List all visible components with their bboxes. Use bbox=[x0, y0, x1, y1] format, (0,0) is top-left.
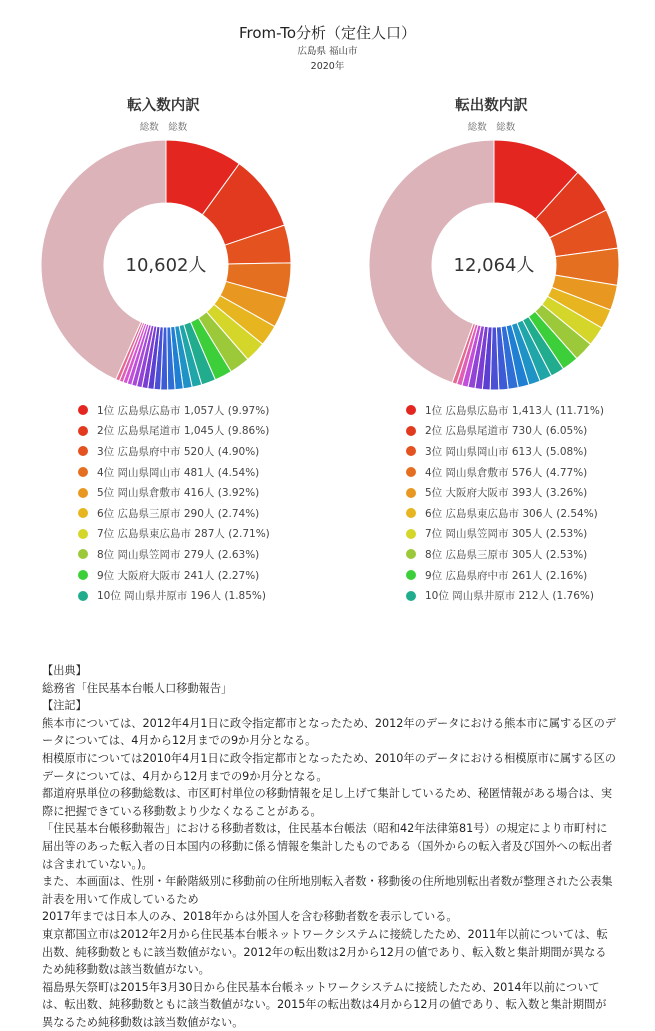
legend-item[interactable] bbox=[406, 503, 646, 524]
donut-center-total: 12,064人 bbox=[453, 255, 535, 276]
legend-item[interactable] bbox=[406, 585, 646, 606]
legend-label: 1位 広島県広島市 1,413人 (11.71%) bbox=[425, 404, 604, 417]
legend-item[interactable] bbox=[78, 565, 318, 586]
legend-swatch bbox=[78, 405, 88, 415]
inflow-legend bbox=[78, 400, 318, 606]
legend-swatch bbox=[406, 426, 416, 436]
legend-swatch bbox=[406, 591, 416, 601]
legend-swatch bbox=[406, 405, 416, 415]
legend-label: 7位 広島県東広島市 287人 (2.71%) bbox=[97, 528, 270, 541]
donut-center-total: 10,602人 bbox=[125, 255, 207, 276]
legend-swatch bbox=[78, 446, 88, 456]
inflow-donut-chart bbox=[40, 139, 292, 391]
legend-item[interactable] bbox=[406, 482, 646, 503]
legend-label: 4位 岡山県岡山市 481人 (4.54%) bbox=[97, 466, 260, 479]
legend-swatch bbox=[78, 508, 88, 518]
legend-item[interactable] bbox=[406, 462, 646, 483]
legend-swatch bbox=[406, 508, 416, 518]
outflow-donut-chart bbox=[368, 139, 620, 391]
legend-swatch bbox=[406, 570, 416, 580]
note-line: 【出典】 bbox=[42, 664, 87, 677]
legend-swatch bbox=[78, 591, 88, 601]
legend-label: 2位 広島県尾道市 730人 (6.05%) bbox=[425, 425, 588, 438]
legend-item[interactable] bbox=[78, 524, 318, 545]
legend-label: 7位 岡山県笠岡市 305人 (2.53%) bbox=[425, 528, 588, 541]
outflow-chart-subtitle: 総数 総数 bbox=[467, 122, 516, 133]
legend-swatch bbox=[406, 549, 416, 559]
legend-swatch bbox=[78, 549, 88, 559]
legend-item[interactable] bbox=[78, 462, 318, 483]
legend-label: 4位 岡山県倉敷市 576人 (4.77%) bbox=[425, 466, 588, 479]
outflow-panel bbox=[328, 92, 655, 632]
legend-item[interactable] bbox=[78, 585, 318, 606]
legend-label: 5位 岡山県倉敷市 416人 (3.92%) bbox=[97, 487, 260, 500]
legend-label: 10位 岡山県井原市 212人 (1.76%) bbox=[425, 590, 594, 603]
page-title: From-To分析（定住人口） bbox=[239, 24, 416, 42]
legend-label: 8位 岡山県笠岡市 279人 (2.63%) bbox=[97, 548, 260, 561]
outflow-chart-title: 転出数内訳 bbox=[455, 98, 528, 114]
legend-label: 6位 広島県三原市 290人 (2.74%) bbox=[97, 507, 260, 520]
legend-item[interactable] bbox=[78, 400, 318, 421]
legend-item[interactable] bbox=[406, 441, 646, 462]
legend-label: 10位 岡山県井原市 196人 (1.85%) bbox=[97, 590, 266, 603]
note-line: 都道府県単位の移動総数は、市区町村単位の移動情報を足し上げて集計しているため、秘匿情報がある場合は、実際に把握できている移動数より少なくなることがある。 bbox=[42, 787, 613, 818]
legend-item[interactable] bbox=[406, 421, 646, 442]
legend-item[interactable] bbox=[78, 482, 318, 503]
notes-section bbox=[42, 662, 617, 1031]
year-label: 2020年 bbox=[310, 61, 345, 72]
legend-label: 3位 岡山県岡山市 613人 (5.08%) bbox=[425, 445, 588, 458]
legend-item[interactable] bbox=[78, 441, 318, 462]
legend-swatch bbox=[78, 529, 88, 539]
legend-item[interactable] bbox=[78, 503, 318, 524]
legend-label: 6位 広島県東広島市 306人 (2.54%) bbox=[425, 507, 598, 520]
legend-label: 1位 広島県広島市 1,057人 (9.97%) bbox=[97, 404, 270, 417]
note-line: また、本画面は、性別・年齢階級別に移動前の住所地別転入者数・移動後の住所地別転出者数が整理された公表集計表を用いて作成しているため bbox=[42, 875, 613, 906]
legend-item[interactable] bbox=[78, 421, 318, 442]
legend-item[interactable] bbox=[78, 544, 318, 565]
note-line: 「住民基本台帳移動報告」における移動者数は，住民基本台帳法（昭和42年法律第81号）の規定により市町村に届出等のあった転入者の日本国内の移動に係る情報を集計したものである（国外からの転入者及び国外への転出者は含まれていない。)。 bbox=[42, 822, 613, 871]
legend-swatch bbox=[406, 529, 416, 539]
legend-label: 3位 広島県府中市 520人 (4.90%) bbox=[97, 445, 260, 458]
region-label: 広島県 福山市 bbox=[297, 46, 358, 57]
legend-swatch bbox=[406, 446, 416, 456]
note-line: 相模原市については2010年4月1日に政令指定都市となったため、2010年のデータにおける相模原市に属する区のデータについては、4月から12月までの9か月分となる。 bbox=[42, 751, 616, 783]
note-line: 【注記】 bbox=[42, 699, 87, 713]
legend-label: 5位 大阪府大阪市 393人 (3.26%) bbox=[425, 487, 588, 500]
legend-swatch bbox=[78, 488, 88, 498]
legend-swatch bbox=[78, 570, 88, 580]
note-line: 熊本市については、2012年4月1日に政令指定都市となったため、2012年のデータにおける熊本市に属する区のデータについては、4月から12月までの9か月分となる。 bbox=[42, 716, 616, 748]
note-line: 総務省「住民基本台帳人口移動報告」 bbox=[42, 681, 233, 695]
legend-label: 9位 広島県府中市 261人 (2.16%) bbox=[425, 569, 588, 582]
inflow-chart-title: 転入数内訳 bbox=[127, 98, 200, 114]
note-line: 2017年までは日本人のみ、2018年からは外国人を含む移動者数を表示している。 bbox=[42, 910, 458, 924]
legend-label: 2位 広島県尾道市 1,045人 (9.86%) bbox=[97, 425, 270, 438]
legend-item[interactable] bbox=[406, 565, 646, 586]
outflow-legend bbox=[406, 400, 646, 606]
legend-item[interactable] bbox=[406, 524, 646, 545]
legend-item[interactable] bbox=[406, 400, 646, 421]
legend-swatch bbox=[406, 488, 416, 498]
note-line: 福島県矢祭町は2015年3月30日から住民基本台帳ネットワークシステムに接続したため、2014年以前については、転出数、純移動数ともに該当数値がない。2015年の転出数は4月から12月の値であり、転入数と集計期間が異なるため純移動数は該当数値がない。 bbox=[42, 980, 607, 1029]
legend-item[interactable] bbox=[406, 544, 646, 565]
legend-label: 8位 広島県三原市 305人 (2.53%) bbox=[425, 548, 588, 561]
legend-label: 9位 大阪府大阪市 241人 (2.27%) bbox=[97, 569, 260, 582]
legend-swatch bbox=[78, 426, 88, 436]
inflow-chart-subtitle: 総数 総数 bbox=[139, 122, 188, 133]
note-line: 東京都国立市は2012年2月から住民基本台帳ネットワークシステムに接続したため、2011年以前については、転出数、純移動数ともに該当数値がない。2012年の転出数は2月から12月の値であり、転入数と集計期間が異なるため純移動数は該当数値がない。 bbox=[42, 927, 608, 977]
inflow-panel bbox=[0, 92, 327, 632]
legend-swatch bbox=[78, 467, 88, 477]
legend-swatch bbox=[406, 467, 416, 477]
